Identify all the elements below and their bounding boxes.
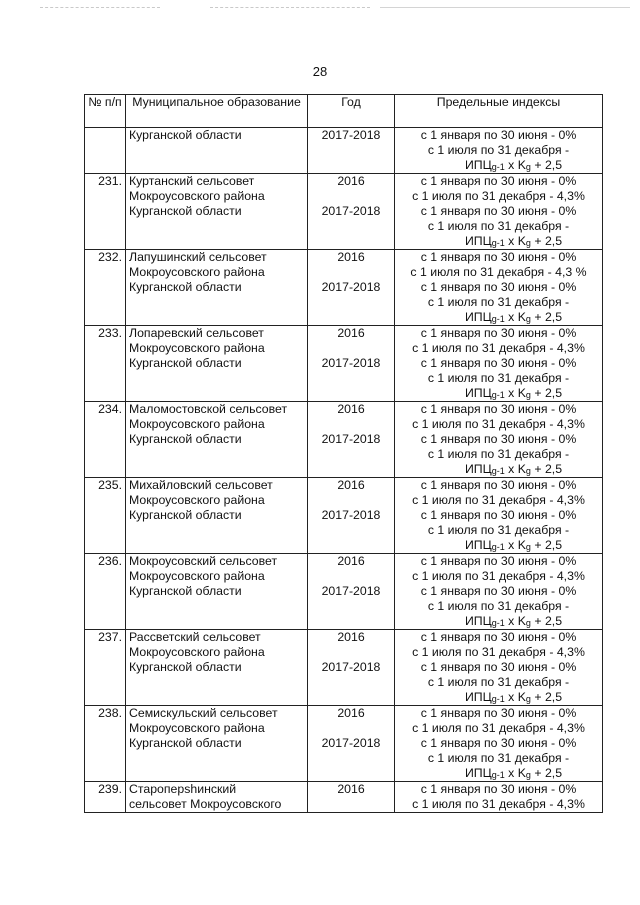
formula-text bbox=[435, 462, 562, 477]
index-line: с 1 января по 30 июня - 0% bbox=[420, 250, 577, 264]
municipality-name-line: Курганской области bbox=[129, 128, 242, 142]
index-line: с 1 января по 30 июня - 0% bbox=[420, 478, 577, 492]
municipality-name-line: Мокроусовский сельсовет bbox=[129, 554, 278, 568]
formula-part: + 2,5 bbox=[530, 234, 563, 248]
formula-text bbox=[435, 538, 562, 553]
formula-part: x K bbox=[504, 614, 526, 628]
formula-part: x K bbox=[504, 690, 526, 704]
municipality-name bbox=[126, 706, 308, 782]
index-line: с 1 июля по 31 декабря - 4,3% bbox=[412, 493, 585, 507]
formula-text bbox=[435, 614, 562, 629]
table-row bbox=[85, 402, 603, 478]
table-row bbox=[85, 782, 603, 813]
year-first: 2016 bbox=[337, 782, 365, 796]
year-second: 2017-2018 bbox=[321, 280, 381, 294]
formula-part: ИПЦ bbox=[464, 766, 492, 780]
year-second: 2017-2018 bbox=[321, 584, 381, 598]
year-first: 2016 bbox=[337, 326, 365, 340]
formula-subscript: g-1 bbox=[491, 162, 505, 172]
year-cell bbox=[308, 478, 395, 554]
formula-part: ИПЦ bbox=[464, 462, 492, 476]
index-line: с 1 января по 30 июня - 0% bbox=[420, 736, 577, 750]
formula-part: + 2,5 bbox=[530, 158, 563, 172]
municipality-name-line: Лопаревский сельсовет bbox=[129, 326, 264, 340]
formula-text bbox=[435, 766, 562, 781]
year-second: 2017-2018 bbox=[321, 204, 381, 218]
municipality-name-line: Курганской области bbox=[129, 280, 242, 294]
year-second: 2017-2018 bbox=[321, 432, 381, 446]
municipality-name bbox=[126, 630, 308, 706]
row-number: 232. bbox=[85, 250, 126, 326]
index-line: с 1 июля по 31 декабря - bbox=[427, 371, 570, 385]
formula-part: + 2,5 bbox=[530, 614, 563, 628]
year-cell bbox=[308, 326, 395, 402]
formula-part: ИПЦ bbox=[464, 234, 492, 248]
municipality-name-line: сельсовет Мокроусовского bbox=[129, 797, 282, 811]
table-row bbox=[85, 128, 603, 174]
row-number: 236. bbox=[85, 554, 126, 630]
scan-artifact-line bbox=[380, 7, 630, 8]
row-number: 235. bbox=[85, 478, 126, 554]
formula-subscript: g bbox=[525, 694, 531, 704]
table-row bbox=[85, 706, 603, 782]
indices-cell bbox=[395, 478, 603, 554]
index-line: с 1 июля по 31 декабря - 4,3 % bbox=[410, 265, 587, 279]
year-first: 2016 bbox=[337, 706, 365, 720]
row-number: 239. bbox=[85, 782, 126, 813]
index-line: с 1 июля по 31 декабря - 4,3% bbox=[412, 569, 585, 583]
index-line: с 1 января по 30 июня - 0% bbox=[420, 432, 577, 446]
row-number: 234. bbox=[85, 402, 126, 478]
year-cell bbox=[308, 554, 395, 630]
municipality-name-line: Лапушинский сельсовет bbox=[129, 250, 267, 264]
municipality-name bbox=[126, 554, 308, 630]
formula-subscript: g-1 bbox=[491, 390, 505, 400]
year-second: 2017-2018 bbox=[321, 508, 381, 522]
index-formula bbox=[398, 310, 599, 325]
index-line: с 1 июля по 31 декабря - bbox=[427, 295, 570, 309]
indices-cell bbox=[395, 326, 603, 402]
municipality-name-line: Курганской области bbox=[129, 432, 242, 446]
formula-subscript: g bbox=[525, 618, 531, 628]
index-line: с 1 июля по 31 декабря - bbox=[427, 447, 570, 461]
index-formula bbox=[398, 158, 599, 173]
formula-part: x K bbox=[504, 158, 526, 172]
row-number: 238. bbox=[85, 706, 126, 782]
table-row bbox=[85, 250, 603, 326]
municipality-name-line: Мокроусовского района bbox=[129, 569, 265, 583]
index-formula bbox=[398, 538, 599, 553]
formula-part: ИПЦ bbox=[464, 158, 492, 172]
municipality-name-line: Курганской области bbox=[129, 584, 242, 598]
indices-cell bbox=[395, 630, 603, 706]
year-first: 2016 bbox=[337, 630, 365, 644]
year-second: 2017-2018 bbox=[321, 736, 381, 750]
municipality-name bbox=[126, 174, 308, 250]
formula-part: ИПЦ bbox=[464, 310, 492, 324]
year-second: 2017-2018 bbox=[321, 356, 381, 370]
municipality-name-line: Староперshинский bbox=[129, 782, 237, 796]
formula-part: x K bbox=[504, 462, 526, 476]
formula-text bbox=[435, 158, 562, 173]
row-number bbox=[85, 128, 126, 174]
year-first: 2016 bbox=[337, 554, 365, 568]
formula-subscript: g-1 bbox=[491, 314, 505, 324]
municipality-name-line: Мокроусовского района bbox=[129, 265, 265, 279]
index-formula bbox=[398, 462, 599, 477]
formula-subscript: g bbox=[525, 238, 531, 248]
index-line: с 1 января по 30 июня - 0% bbox=[420, 326, 577, 340]
table-body bbox=[85, 128, 603, 813]
index-line: с 1 января по 30 июня - 0% bbox=[420, 584, 577, 598]
indices-cell bbox=[395, 250, 603, 326]
index-line: с 1 января по 30 июня - 0% bbox=[420, 280, 577, 294]
table-row bbox=[85, 630, 603, 706]
formula-subscript: g-1 bbox=[491, 542, 505, 552]
table-header-row bbox=[85, 95, 603, 128]
indices-cell bbox=[395, 128, 603, 174]
row-number: 233. bbox=[85, 326, 126, 402]
formula-part: ИПЦ bbox=[464, 386, 492, 400]
formula-part: ИПЦ bbox=[464, 614, 492, 628]
year-first: 2016 bbox=[337, 402, 365, 416]
page-number: 28 bbox=[312, 64, 328, 79]
header-num: № п/п bbox=[85, 95, 126, 128]
formula-text bbox=[435, 386, 562, 401]
table-row bbox=[85, 174, 603, 250]
year-cell bbox=[308, 402, 395, 478]
row-number: 237. bbox=[85, 630, 126, 706]
municipality-name-line: Курганской области bbox=[129, 660, 242, 674]
year-second: 2017-2018 bbox=[321, 660, 381, 674]
municipality-name-line: Маломостовской сельсовет bbox=[129, 402, 288, 416]
municipality-name bbox=[126, 250, 308, 326]
municipality-name-line: Мокроусовского района bbox=[129, 341, 265, 355]
index-line: с 1 января по 30 июня - 0% bbox=[420, 508, 577, 522]
index-formula bbox=[398, 386, 599, 401]
index-line: с 1 июля по 31 декабря - 4,3% bbox=[412, 645, 585, 659]
scan-artifact-line bbox=[210, 7, 370, 8]
municipality-name-line: Курганской области bbox=[129, 508, 242, 522]
formula-part: + 2,5 bbox=[530, 538, 563, 552]
year-second: 2017-2018 bbox=[321, 128, 381, 142]
municipality-name-line: Курганской области bbox=[129, 356, 242, 370]
municipality-name bbox=[126, 402, 308, 478]
municipality-name-line: Курганской области bbox=[129, 204, 242, 218]
municipality-name bbox=[126, 782, 308, 813]
index-formula bbox=[398, 766, 599, 781]
formula-text bbox=[435, 234, 562, 249]
spacer bbox=[311, 797, 391, 812]
formula-part: + 2,5 bbox=[530, 690, 563, 704]
index-line: с 1 января по 30 июня - 0% bbox=[420, 554, 577, 568]
index-line: с 1 января по 30 июня - 0% bbox=[420, 706, 577, 720]
year-cell bbox=[308, 630, 395, 706]
header-indices: Предельные индексы bbox=[395, 95, 603, 128]
formula-part: x K bbox=[504, 310, 526, 324]
index-line: с 1 января по 30 июня - 0% bbox=[420, 402, 577, 416]
formula-subscript: g-1 bbox=[491, 466, 505, 476]
index-line: с 1 января по 30 июня - 0% bbox=[420, 660, 577, 674]
formula-part: ИПЦ bbox=[464, 538, 492, 552]
index-line: с 1 января по 30 июня - 0% bbox=[420, 204, 577, 218]
table-row bbox=[85, 326, 603, 402]
index-line: с 1 июля по 31 декабря - 4,3% bbox=[412, 797, 585, 811]
municipality-name bbox=[126, 128, 308, 174]
formula-subscript: g bbox=[525, 770, 531, 780]
municipality-name-line: Семискульский сельсовет bbox=[129, 706, 278, 720]
scan-artifact-line bbox=[40, 7, 160, 8]
municipality-name bbox=[126, 478, 308, 554]
header-year: Год bbox=[308, 95, 395, 128]
municipality-name-line: Мокроусовского района bbox=[129, 645, 265, 659]
municipality-name bbox=[126, 326, 308, 402]
index-line: с 1 января по 30 июня - 0% bbox=[420, 356, 577, 370]
header-name: Муниципальное образование bbox=[126, 95, 308, 128]
spacer bbox=[311, 721, 391, 736]
year-cell bbox=[308, 706, 395, 782]
index-formula bbox=[398, 690, 599, 705]
formula-part: + 2,5 bbox=[530, 766, 563, 780]
formula-subscript: g-1 bbox=[491, 770, 505, 780]
index-line: с 1 июля по 31 декабря - 4,3% bbox=[412, 189, 585, 203]
indices-cell bbox=[395, 782, 603, 813]
formula-part: x K bbox=[504, 766, 526, 780]
formula-part: + 2,5 bbox=[530, 386, 563, 400]
index-line: с 1 июля по 31 декабря - bbox=[427, 143, 570, 157]
formula-part: + 2,5 bbox=[530, 310, 563, 324]
indices-cell bbox=[395, 174, 603, 250]
index-line: с 1 января по 30 июня - 0% bbox=[420, 782, 577, 796]
index-line: с 1 июля по 31 декабря - 4,3% bbox=[412, 721, 585, 735]
municipality-name-line: Курганской области bbox=[129, 736, 242, 750]
year-first: 2016 bbox=[337, 174, 365, 188]
index-line: с 1 января по 30 июня - 0% bbox=[420, 128, 577, 142]
municipality-name-line: Мокроусовского района bbox=[129, 417, 265, 431]
indices-cell bbox=[395, 402, 603, 478]
indices-table bbox=[84, 94, 603, 813]
formula-part: x K bbox=[504, 386, 526, 400]
index-line: с 1 июля по 31 декабря - bbox=[427, 675, 570, 689]
municipality-name-line: Михайловский сельсовет bbox=[129, 478, 273, 492]
table-row bbox=[85, 554, 603, 630]
row-number: 231. bbox=[85, 174, 126, 250]
index-formula bbox=[398, 234, 599, 249]
municipality-name-line: Мокроусовского района bbox=[129, 189, 265, 203]
spacer bbox=[311, 189, 391, 204]
year-cell bbox=[308, 174, 395, 250]
municipality-name-line: Рассветский сельсовет bbox=[129, 630, 261, 644]
indices-cell bbox=[395, 554, 603, 630]
year-cell bbox=[308, 250, 395, 326]
formula-subscript: g-1 bbox=[491, 618, 505, 628]
index-line: с 1 июля по 31 декабря - 4,3% bbox=[412, 417, 585, 431]
year-first: 2016 bbox=[337, 250, 365, 264]
formula-subscript: g bbox=[525, 390, 531, 400]
indices-cell bbox=[395, 706, 603, 782]
spacer bbox=[311, 417, 391, 432]
table-row bbox=[85, 478, 603, 554]
spacer bbox=[311, 341, 391, 356]
index-line: с 1 июля по 31 декабря - bbox=[427, 219, 570, 233]
formula-subscript: g bbox=[525, 466, 531, 476]
index-line: с 1 января по 30 июня - 0% bbox=[420, 630, 577, 644]
formula-part: ИПЦ bbox=[464, 690, 492, 704]
formula-subscript: g-1 bbox=[491, 694, 505, 704]
municipality-name-line: Мокроусовского района bbox=[129, 493, 265, 507]
formula-subscript: g-1 bbox=[491, 238, 505, 248]
spacer bbox=[311, 493, 391, 508]
index-line: с 1 июля по 31 декабря - bbox=[427, 599, 570, 613]
formula-part: x K bbox=[504, 234, 526, 248]
municipality-name-line: Куртанский сельсовет bbox=[129, 174, 255, 188]
spacer bbox=[311, 265, 391, 280]
formula-subscript: g bbox=[525, 314, 531, 324]
formula-subscript: g bbox=[525, 542, 531, 552]
formula-part: x K bbox=[504, 538, 526, 552]
index-line: с 1 января по 30 июня - 0% bbox=[420, 174, 577, 188]
index-formula bbox=[398, 614, 599, 629]
year-first: 2016 bbox=[337, 478, 365, 492]
formula-part: + 2,5 bbox=[530, 462, 563, 476]
index-line: с 1 июля по 31 декабря - 4,3% bbox=[412, 341, 585, 355]
municipality-name-line: Мокроусовского района bbox=[129, 721, 265, 735]
index-line: с 1 июля по 31 декабря - bbox=[427, 523, 570, 537]
formula-subscript: g bbox=[525, 162, 531, 172]
year-cell bbox=[308, 128, 395, 174]
index-line: с 1 июля по 31 декабря - bbox=[427, 751, 570, 765]
formula-text bbox=[435, 310, 562, 325]
spacer bbox=[311, 645, 391, 660]
formula-text bbox=[435, 690, 562, 705]
year-cell bbox=[308, 782, 395, 813]
spacer bbox=[311, 569, 391, 584]
